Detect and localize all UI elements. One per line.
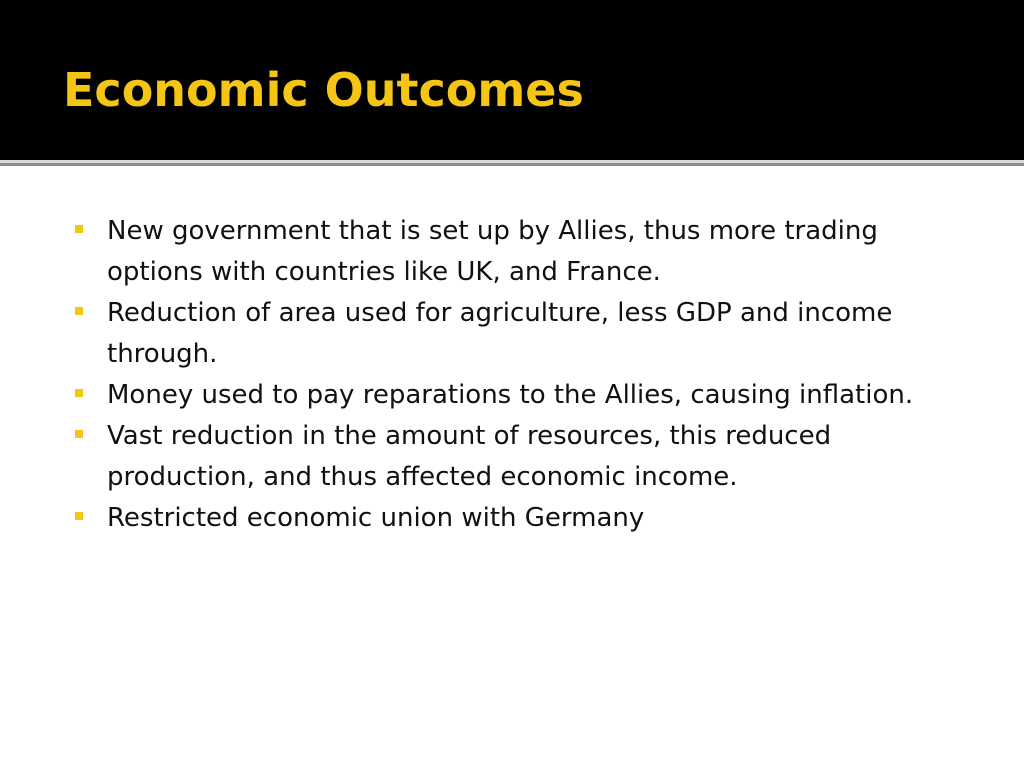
square-bullet-icon <box>75 430 83 438</box>
bullet-item <box>72 293 962 375</box>
square-bullet-icon <box>75 307 83 315</box>
bullet-text: Vast reduction in the amount of resources, this reduced production, and thus affected economic income. <box>107 421 832 492</box>
square-bullet-icon <box>75 512 83 520</box>
bullet-text: Reduction of area used for agriculture, less GDP and income through. <box>107 298 893 369</box>
bullet-item <box>72 375 962 416</box>
bullet-text: New government that is set up by Allies, thus more trading options with countries like UK, and France. <box>107 216 878 287</box>
title-bar <box>0 0 1024 160</box>
square-bullet-icon <box>75 225 83 233</box>
title-divider-dark <box>0 163 1024 166</box>
bullet-text: Restricted economic union with Germany <box>107 503 645 533</box>
bullet-item <box>72 211 962 293</box>
bullet-list <box>72 211 962 539</box>
bullet-text: Money used to pay reparations to the Allies, causing inflation. <box>107 380 914 410</box>
square-bullet-icon <box>75 389 83 397</box>
bullet-item <box>72 498 962 539</box>
bullet-item <box>72 416 962 498</box>
slide-title: Economic Outcomes <box>63 63 584 117</box>
